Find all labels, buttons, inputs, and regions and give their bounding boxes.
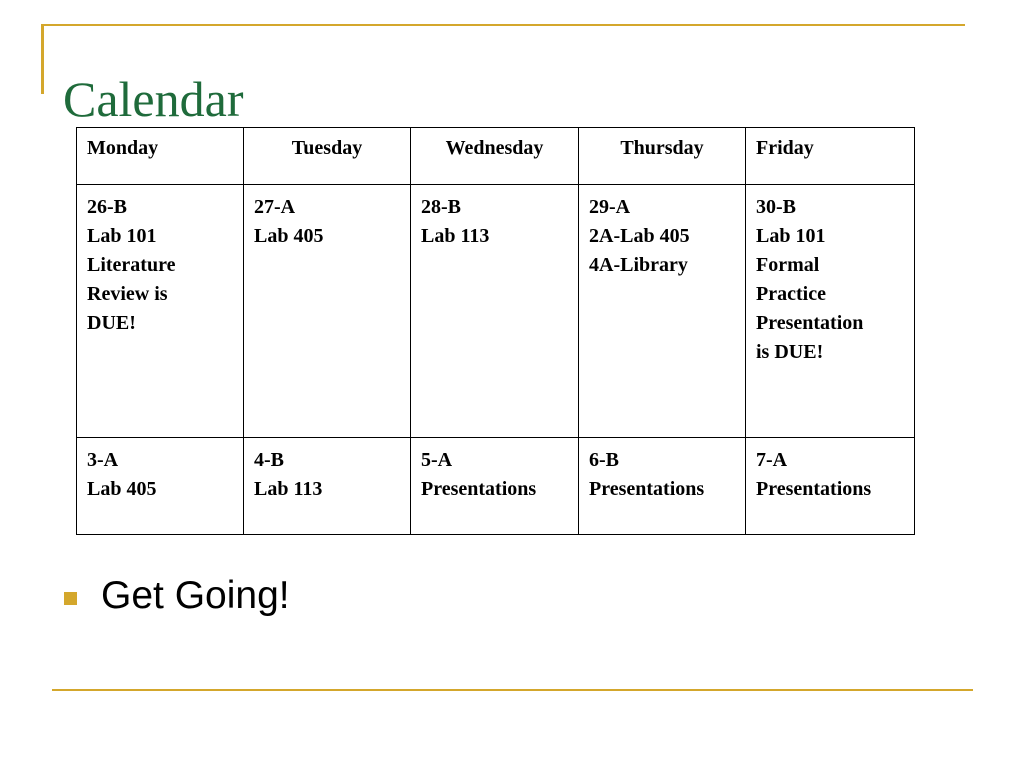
cell-line: 30-B: [756, 196, 796, 218]
cell-line: Lab 405: [254, 225, 324, 247]
cell-line: Lab 113: [421, 225, 490, 247]
cell-line: Presentations: [756, 478, 872, 500]
cell-line: Formal: [756, 254, 820, 276]
header-wednesday: Wednesday: [411, 128, 579, 185]
header-tuesday: Tuesday: [244, 128, 411, 185]
bullet-text: Get Going!: [101, 574, 290, 617]
slide-title: Calendar: [63, 70, 244, 127]
square-bullet-icon: [64, 592, 77, 605]
day-cell-monday: [77, 438, 244, 535]
cell-line: Practice: [756, 283, 826, 305]
cell-line: Presentations: [589, 478, 705, 500]
bullet-item: [64, 574, 290, 618]
cell-line: DUE!: [87, 312, 136, 334]
cell-line: Review is: [87, 283, 168, 305]
day-cell-tuesday: [244, 438, 411, 535]
header-friday: Friday: [746, 128, 915, 185]
cell-line: 29-A: [589, 196, 631, 218]
calendar-week-row: [77, 185, 915, 438]
cell-line: 7-A: [756, 449, 788, 471]
day-cell-monday: [77, 185, 244, 438]
calendar-header-row: [77, 128, 915, 185]
header-thursday: Thursday: [579, 128, 746, 185]
calendar-week-row: [77, 438, 915, 535]
cell-line: Lab 101: [756, 225, 826, 247]
header-monday: Monday: [77, 128, 244, 185]
day-cell-friday: [746, 185, 915, 438]
cell-line: 26-B: [87, 196, 127, 218]
day-cell-wednesday: [411, 438, 579, 535]
cell-line: 28-B: [421, 196, 461, 218]
cell-line: 5-A: [421, 449, 453, 471]
cell-line: Lab 405: [87, 478, 157, 500]
calendar-table: [76, 127, 915, 535]
cell-line: 4A-Library: [589, 254, 688, 276]
cell-line: 3-A: [87, 449, 119, 471]
cell-line: 27-A: [254, 196, 296, 218]
cell-line: Lab 113: [254, 478, 323, 500]
day-cell-thursday: [579, 185, 746, 438]
cell-line: Presentations: [421, 478, 537, 500]
bottom-rule: [52, 689, 973, 691]
top-rule: [41, 24, 965, 26]
cell-line: is DUE!: [756, 341, 824, 363]
cell-line: Lab 101: [87, 225, 157, 247]
cell-line: Literature: [87, 254, 176, 276]
day-cell-tuesday: [244, 185, 411, 438]
cell-line: Presentation: [756, 312, 864, 334]
day-cell-wednesday: [411, 185, 579, 438]
cell-line: 6-B: [589, 449, 619, 471]
cell-line: 2A-Lab 405: [589, 225, 690, 247]
day-cell-thursday: [579, 438, 746, 535]
day-cell-friday: [746, 438, 915, 535]
left-accent-rule: [41, 26, 44, 94]
cell-line: 4-B: [254, 449, 284, 471]
